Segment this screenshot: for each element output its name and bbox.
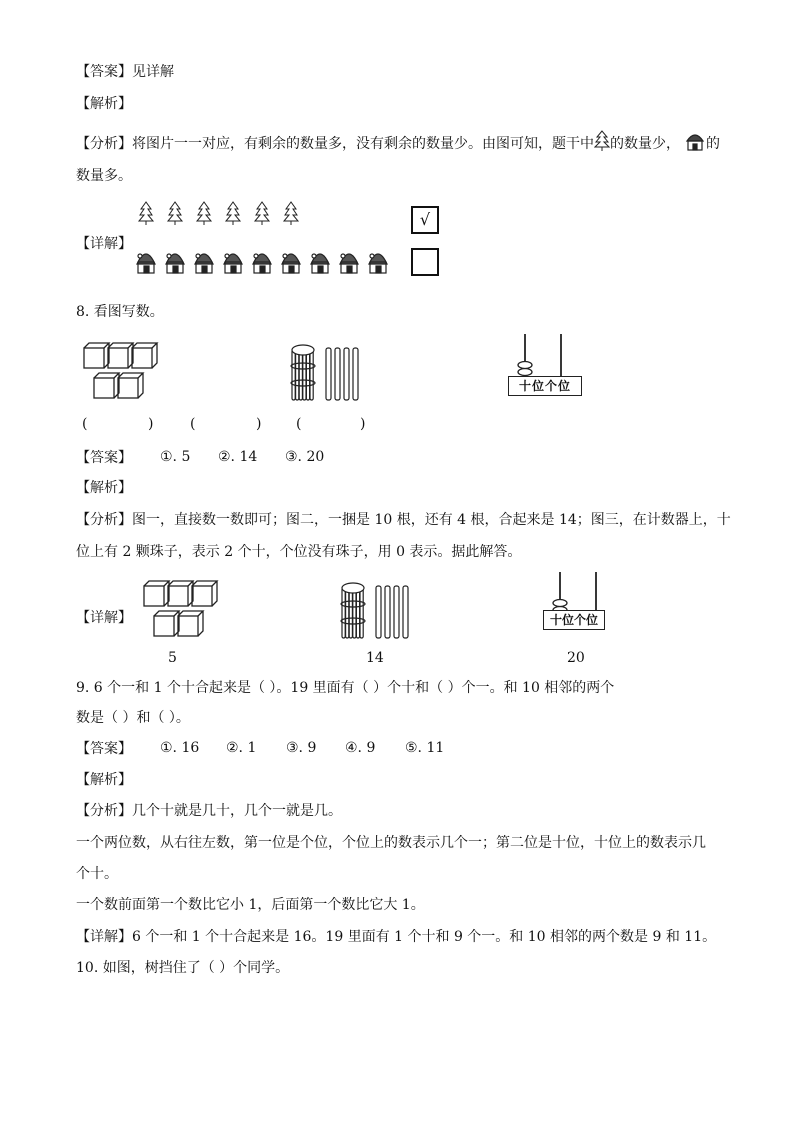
house-icon bbox=[253, 254, 271, 273]
q7-detail-tag: 【详解】 bbox=[76, 236, 132, 252]
house-icon bbox=[195, 254, 213, 273]
tree-icon bbox=[168, 202, 182, 225]
tree-icon bbox=[226, 202, 240, 225]
paren-open-1: ( bbox=[82, 416, 88, 432]
value-1: 5 bbox=[168, 650, 177, 666]
single-stick bbox=[344, 348, 349, 400]
sticks-figure-1 bbox=[286, 338, 366, 406]
answer-text: 见详解 bbox=[132, 64, 174, 80]
paren-close-2: ) bbox=[256, 416, 262, 432]
fenxi-tag: 【分析】 bbox=[76, 803, 132, 819]
abacus-label-2: 十位个位 bbox=[543, 610, 605, 630]
q9-line-1: 9. 6 个一和 1 个十合起来是（ ）。19 里面有（ ）个十和（ ）个一。和 10 相邻的两个 bbox=[76, 680, 615, 696]
fenxi-text-d: 数量多。 bbox=[76, 168, 132, 184]
bead bbox=[518, 369, 532, 376]
q8-answer-tag: 【答案】 bbox=[76, 450, 132, 466]
fenxi-text-b: 的数量少， bbox=[610, 136, 680, 152]
q8-fenxi-line-1 bbox=[76, 510, 731, 530]
fenxi-text: 图一，直接数一数即可；图二，一捆是 10 根，还有 4 根，合起来是 14；图三，在计数器上，十 bbox=[132, 512, 731, 528]
value-2: 14 bbox=[366, 650, 384, 666]
value-3: 20 bbox=[567, 650, 585, 666]
q9-answer-3: ③. 9 bbox=[286, 740, 317, 756]
house-icon bbox=[137, 254, 155, 273]
q8-detail-tag: 【详解】 bbox=[76, 610, 132, 626]
checked-box bbox=[411, 206, 439, 234]
tree-icon bbox=[255, 202, 269, 225]
sticks-figure-2 bbox=[336, 576, 416, 644]
paren-open-2: ( bbox=[190, 416, 196, 432]
q9-text-2: 个十。 bbox=[76, 866, 118, 882]
q8-fenxi-line-2: 位上有 2 颗珠子，表示 2 个十，个位没有珠子，用 0 表示。据此解答。 bbox=[76, 544, 522, 560]
q9-detail-line bbox=[76, 927, 716, 947]
q8-answer-2: ②. 14 bbox=[218, 449, 258, 465]
abacus-label-1: 十位个位 bbox=[508, 376, 582, 396]
house-icon bbox=[224, 254, 242, 273]
q8-title: 8. 看图写数。 bbox=[76, 304, 164, 320]
house-icon bbox=[282, 254, 300, 273]
fenxi-tag: 【分析】 bbox=[76, 136, 132, 152]
q9-answer-4: ④. 9 bbox=[345, 740, 376, 756]
q9-text-1: 一个两位数，从右往左数，第一位是个位，个位上的数表示几个一；第二位是十位，十位上的数表示几 bbox=[76, 835, 706, 851]
detail-text: 6 个一和 1 个十合起来是 16。19 里面有 1 个十和 9 个一。和 10 相邻的两个数是 9 和 11。 bbox=[132, 929, 717, 945]
q10-title: 10. 如图，树挡住了（ ）个同学。 bbox=[76, 960, 290, 976]
single-stick bbox=[385, 586, 390, 638]
q9-answer-1: ①. 16 bbox=[160, 740, 200, 756]
cube bbox=[108, 343, 133, 368]
fenxi-text-c: 的 bbox=[706, 136, 720, 152]
tree-icon-inline bbox=[594, 130, 610, 150]
q9-analysis-heading: 【解析】 bbox=[76, 772, 132, 788]
q7-fenxi-line bbox=[76, 130, 720, 154]
fenxi-text-a: 将图片一一对应，有剩余的数量多，没有剩余的数量少。由图可知，题干中 bbox=[132, 136, 594, 152]
single-stick bbox=[353, 348, 358, 400]
stick-bundle bbox=[341, 583, 365, 638]
q9-answer-5: ⑤. 11 bbox=[405, 740, 445, 756]
cube bbox=[144, 581, 169, 606]
house-icon bbox=[369, 254, 387, 273]
trees-houses-figure bbox=[134, 200, 394, 280]
q7-answer-line bbox=[76, 62, 174, 82]
paren-close-3: ) bbox=[360, 416, 366, 432]
empty-box bbox=[411, 248, 439, 276]
paren-close-1: ) bbox=[148, 416, 154, 432]
q9-line-2: 数是（ ）和（ ）。 bbox=[76, 710, 190, 726]
single-stick bbox=[403, 586, 408, 638]
q8-analysis-heading: 【解析】 bbox=[76, 480, 132, 496]
single-stick bbox=[326, 348, 331, 400]
paren-open-3: ( bbox=[296, 416, 302, 432]
q7-analysis-heading: 【解析】 bbox=[76, 96, 132, 112]
cube bbox=[94, 373, 119, 398]
house-icon-inline bbox=[684, 130, 706, 150]
cube bbox=[192, 581, 217, 606]
q9-answer-tag: 【答案】 bbox=[76, 741, 132, 757]
cube bbox=[84, 343, 109, 368]
cube bbox=[132, 343, 157, 368]
fenxi-text: 几个十就是几十，几个一就是几。 bbox=[132, 803, 342, 819]
tree-icon bbox=[284, 202, 298, 225]
single-stick bbox=[376, 586, 381, 638]
cube bbox=[154, 611, 179, 636]
house-icon bbox=[340, 254, 358, 273]
q9-text-3: 一个数前面第一个数比它小 1，后面第一个数比它大 1。 bbox=[76, 897, 425, 913]
q9-fenxi-line bbox=[76, 801, 342, 821]
q8-answer-3: ③. 20 bbox=[285, 449, 325, 465]
bead bbox=[518, 362, 532, 369]
house-icon bbox=[311, 254, 329, 273]
tree-icon bbox=[197, 202, 211, 225]
cubes-figure-1 bbox=[80, 338, 170, 404]
cubes-figure-2 bbox=[140, 576, 230, 642]
answer-tag: 【答案】 bbox=[76, 64, 132, 80]
single-stick bbox=[394, 586, 399, 638]
cube bbox=[118, 373, 143, 398]
tree-icon bbox=[139, 202, 153, 225]
cube bbox=[178, 611, 203, 636]
single-stick bbox=[335, 348, 340, 400]
detail-tag: 【详解】 bbox=[76, 929, 132, 945]
cube bbox=[168, 581, 193, 606]
q9-answer-2: ②. 1 bbox=[226, 740, 257, 756]
stick-bundle bbox=[291, 345, 315, 400]
bead bbox=[553, 600, 567, 607]
q8-answer-1: ①. 5 bbox=[160, 449, 191, 465]
fenxi-tag: 【分析】 bbox=[76, 512, 132, 528]
house-icon bbox=[166, 254, 184, 273]
check-mark: √ bbox=[419, 210, 431, 229]
